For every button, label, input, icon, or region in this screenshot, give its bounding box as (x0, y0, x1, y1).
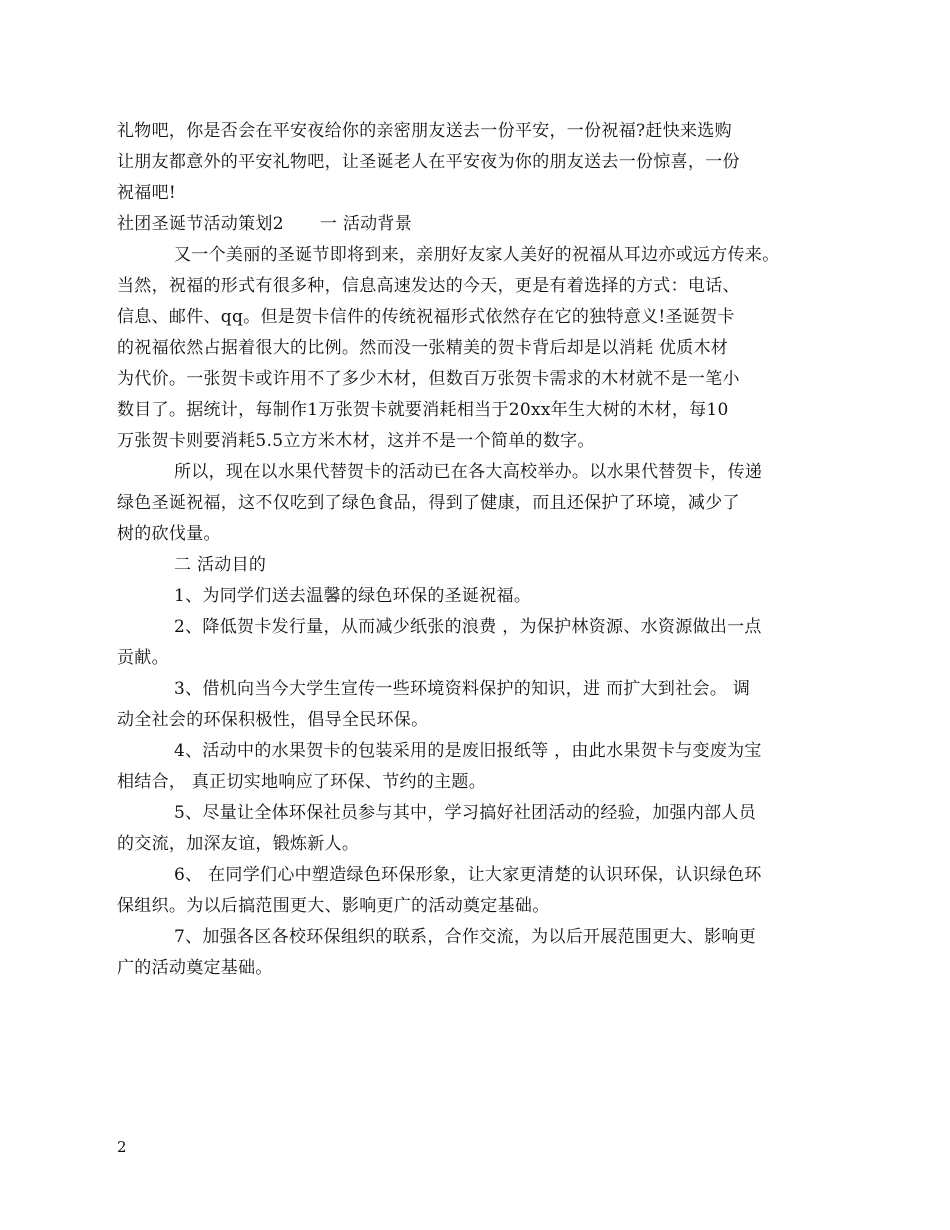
text-line: 动全社会的环保积极性，倡导全民环保。 (117, 710, 429, 730)
text-line: 广的活动奠定基础。 (117, 958, 273, 978)
list-item: 3、借机向当今大学生宣传一些环境资料保护的知识，进 而扩大到社会。 调 (174, 679, 751, 699)
list-item: 6、 在同学们心中塑造绿色环保形象，让大家更清楚的认识环保，认识绿色环 (174, 865, 762, 885)
text-line: 数目了。据统计，每制作1万张贺卡就要消耗相当于20xx年生大树的木材，每10 (117, 400, 729, 420)
text-line: 的祝福依然占据着很大的比例。然而没一张精美的贺卡背后却是以消耗 优质木材 (117, 338, 729, 358)
list-item: 1、为同学们送去温馨的绿色环保的圣诞祝福。 (174, 586, 532, 606)
text-line: 保组织。为以后搞范围更大、影响更广的活动奠定基础。 (117, 896, 550, 916)
text-line: 贡献。 (117, 648, 169, 668)
text-line: 信息、邮件、qq。但是贺卡信件的传统祝福形式依然存在它的独特意义!圣诞贺卡 (117, 307, 735, 327)
list-item: 2、降低贺卡发行量，从而减少纸张的浪费 ，为保护林资源、水资源做出一点 (174, 617, 762, 637)
list-item: 7、加强各区各校环保组织的联系，合作交流，为以后开展范围更大、影响更 (174, 927, 757, 947)
page-number: 2 (117, 1138, 127, 1156)
text-line: 祝福吧! (117, 183, 177, 203)
text-line: 相结合， 真正切实地响应了环保、节约的主题。 (117, 772, 487, 792)
paragraph-first-line: 所以，现在以水果代替贺卡的活动已在各大高校举办。以水果代替贺卡，传递 (174, 462, 763, 482)
section-heading: 一 活动背景 (319, 214, 413, 234)
text-line: 绿色圣诞祝福，这不仅吃到了绿色食品，得到了健康，而且还保护了环境，减少了 (117, 493, 740, 513)
paragraph-first-line: 又一个美丽的圣诞节即将到来，亲朋好友家人美好的祝福从耳边亦或远方传来。 (174, 245, 780, 265)
section-heading: 二 活动目的 (174, 555, 267, 575)
text-line: 让朋友都意外的平安礼物吧，让圣诞老人在平安夜为你的朋友送去一份惊喜，一份 (117, 152, 740, 172)
text-line: 礼物吧，你是否会在平安夜给你的亲密朋友送去一份平安，一份祝福?赶快来选购 (117, 121, 732, 141)
text-line: 的交流，加深友谊，锻炼新人。 (117, 834, 360, 854)
text-line: 树的砍伐量。 (117, 524, 221, 544)
section-heading-line (117, 209, 837, 240)
text-line: 万张贺卡则要消耗5.5立方米木材，这并不是一个简单的数字。 (117, 431, 595, 451)
list-item: 5、尽量让全体环保社员参与其中，学习搞好社团活动的经验，加强内部人员 (174, 803, 757, 823)
text-line: 当然，祝福的形式有很多种，信息高速发达的今天，更是有着选择的方式：电话、 (117, 276, 740, 296)
text-line: 为代价。一张贺卡或许用不了多少木材，但数百万张贺卡需求的木材就不是一笔小 (117, 369, 740, 389)
document-title: 社团圣诞节活动策划2 (117, 214, 284, 234)
list-item: 4、活动中的水果贺卡的包装采用的是废旧报纸等 ，由此水果贺卡与变废为宝 (174, 741, 762, 761)
document-body (117, 116, 837, 984)
